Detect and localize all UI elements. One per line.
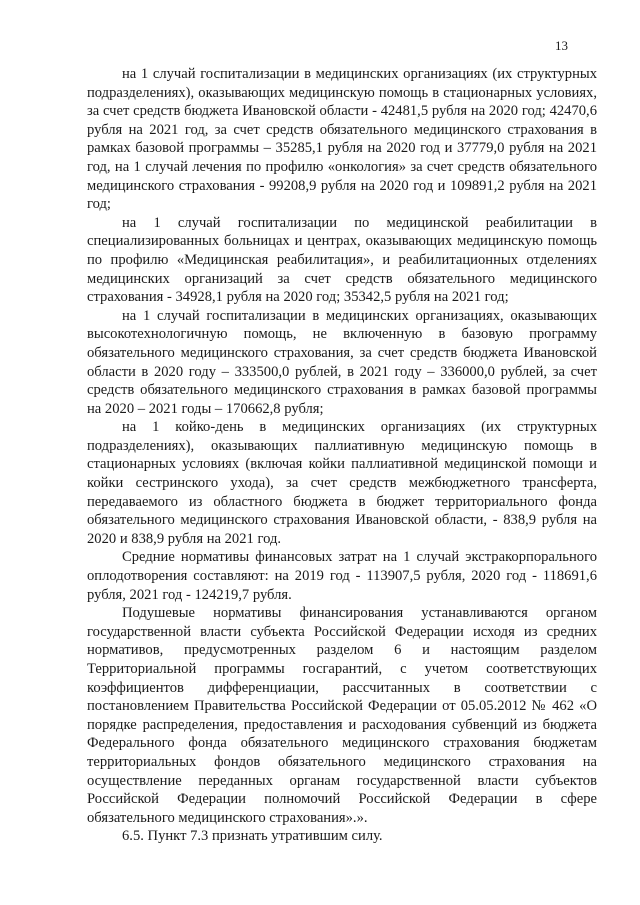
- paragraph: на 1 случай госпитализации в медицинских организациях (их структурных подразделениях), оказывающих медицинскую помощь в стационарных условиях, за счет средств бюджета Ивановской области - 42481,5 рубля на 2020 год; 42470,6 рубля на 2021 год, за счет средств обязательного медицинского страхования в рамках базовой программы – 35285,1 рубля на 2020 год и 37779,0 рубля на 2021 год, на 1 случай лечения по профилю «онкология» за счет средств обязательного медицинского страхования - 99208,9 рубля на 2020 год и 109891,2 рубля на 2021 год;: [87, 66, 597, 213]
- page-number: 13: [555, 38, 568, 53]
- paragraph: Подушевые нормативы финансирования устанавливаются органом государственной власти субъекта Российской Федерации исходя из средних нормативов, предусмотренных разделом 6 и настоящим разделом Территориальной программы госгарантий, с учетом соответствующих коэффициентов дифференциации, рассчитанных в соответствии с постановлением Правительства Российской Федерации от 05.05.2012 № 462 «О порядке распределения, предоставления и расходования субвенций из бюджета Федерального фонда обязательного медицинского страхования бюджетам территориальных фондов обязательного медицинского страхования на осуществление переданных органам государственной власти субъектов Российской Федерации полномочий Российской Федерации в сфере обязательного медицинского страхования».».: [87, 605, 597, 826]
- paragraph: на 1 случай госпитализации в медицинских организациях, оказывающих высокотехнологичную помощь, не включенную в базовую программу обязательного медицинского страхования, за счет средств бюджета Ивановской области в 2020 году – 333500,0 рублей, в 2021 году – 336000,0 рублей, за счет средств обязательного медицинского страхования в рамках базовой программы на 2020 – 2021 годы – 170662,8 рубля;: [87, 307, 597, 417]
- paragraph: Средние нормативы финансовых затрат на 1 случай экстракорпорального оплодотворения составляют: на 2019 год - 113907,5 рубля, 2020 год - 118691,6 рубля, 2021 год - 124219,7 рубля.: [87, 549, 597, 603]
- document-body: [87, 65, 597, 846]
- paragraph: на 1 койко-день в медицинских организациях (их структурных подразделениях), оказывающих паллиативную медицинскую помощь в стационарных условиях (включая койки паллиативной медицинской помощи и койки сестринского ухода), за счет средств межбюджетного трансферта, передаваемого из областного бюджета в бюджет территориального фонда обязательного медицинского страхования Ивановской области, - 838,9 рубля на 2020 и 838,9 рубля на 2021 год.: [87, 419, 597, 547]
- paragraph: на 1 случай госпитализации по медицинской реабилитации в специализированных больницах и центрах, оказывающих медицинскую помощь по профилю «Медицинская реабилитация», и реабилитационных отделениях медицинских организаций за счет средств обязательного медицинского страхования - 34928,1 рубля на 2020 год; 35342,5 рубля на 2021 год;: [87, 214, 597, 306]
- paragraph: 6.5. Пункт 7.3 признать утратившим силу.: [122, 828, 383, 845]
